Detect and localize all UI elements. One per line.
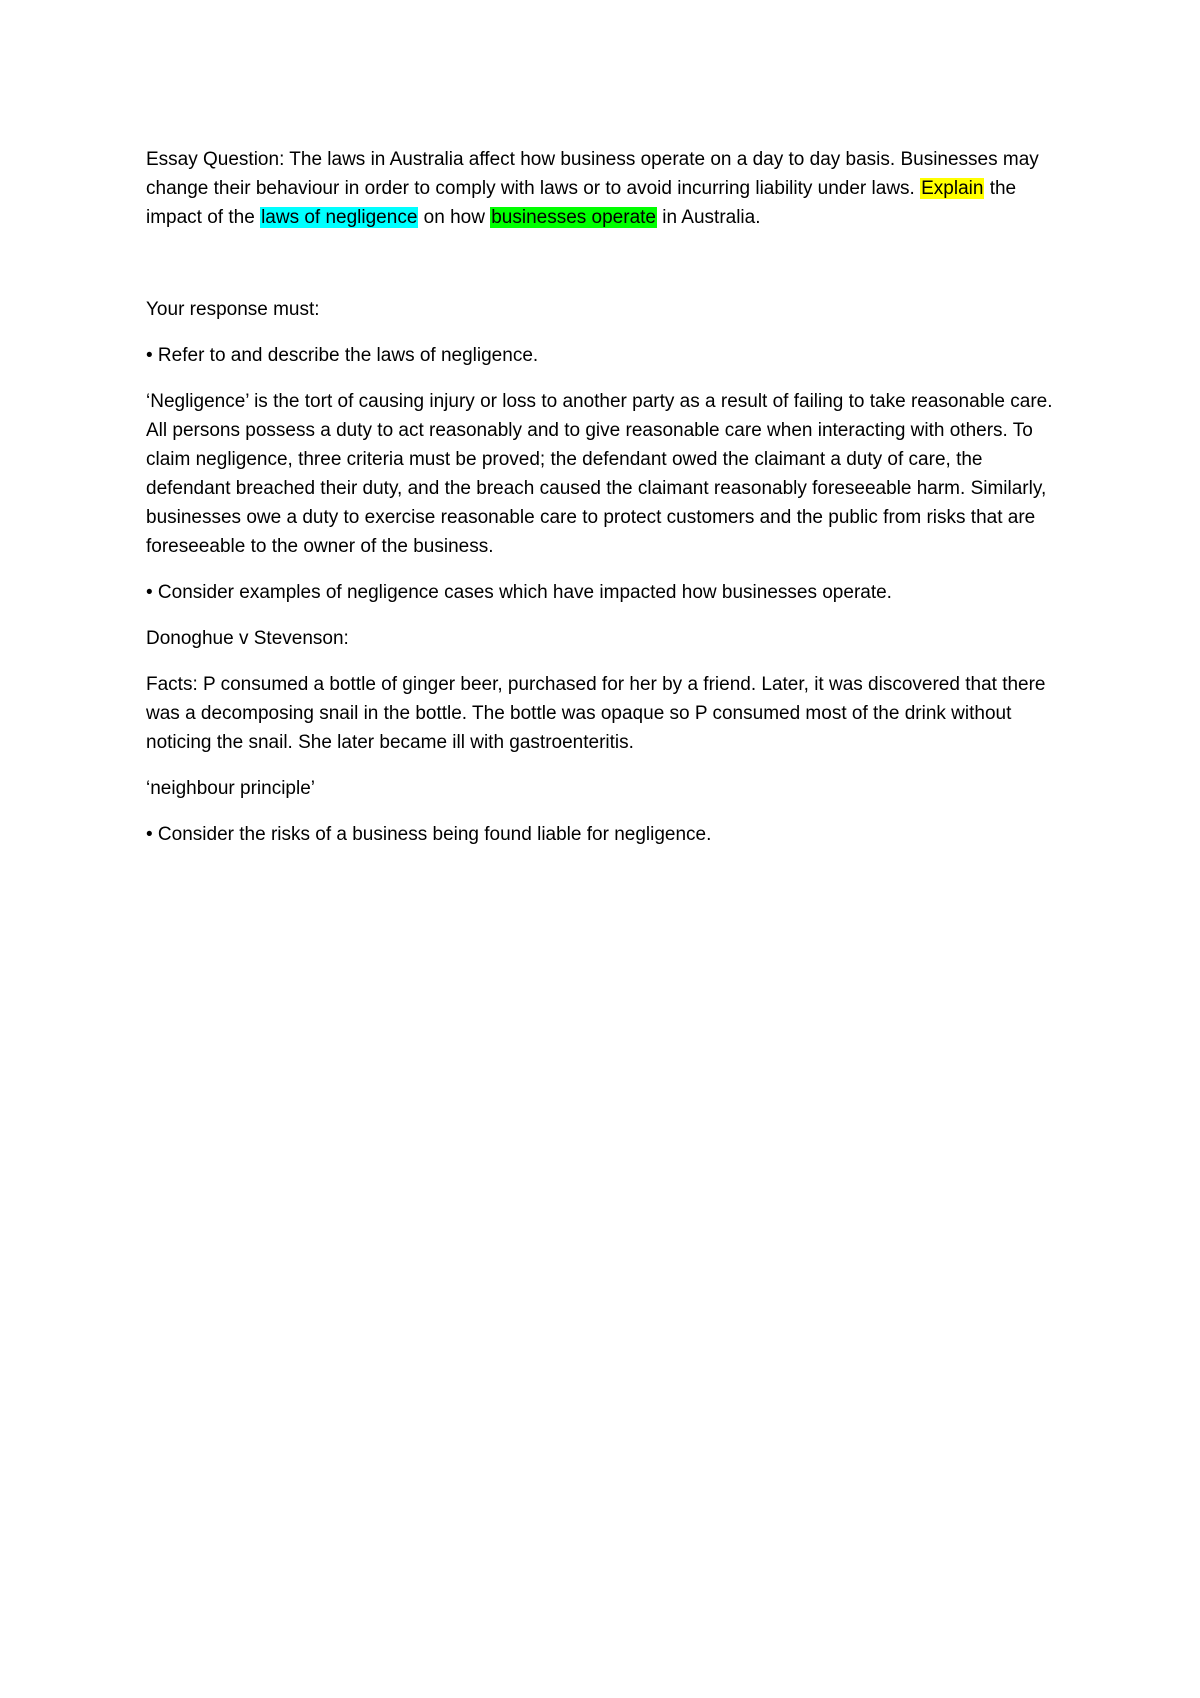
neighbour-principle: ‘neighbour principle’ [146,778,315,799]
document-body [146,145,1066,866]
essay-question-end: in Australia. [657,207,761,228]
highlight-businesses-operate: businesses operate [491,207,656,228]
negligence-paragraph: ‘Negligence’ is the tort of causing injury or loss to another party as a result of failing to take reasonable care. All persons possess a duty to act reasonably and to give reasonable care when interacting with others. To claim negligence, three criteria must be proved; the defendant owed the claimant a duty of care, the defendant breached their duty, and the breach caused the claimant reasonably foreseeable harm. Similarly, businesses owe a duty to exercise reasonable care to protect customers and the public from risks that are foreseeable to the owner of the business. [146,391,1053,557]
essay-question [146,145,1066,232]
case-facts: Facts: P consumed a bottle of ginger beer, purchased for her by a friend. Later, it was discovered that there was a decomposing snail in the bottle. The bottle was opaque so P consumed most of the drink without noticing the snail. She later became ill with gastroenteritis. [146,674,1046,753]
bullet-examples-cases: • Consider examples of negligence cases which have impacted how businesses operate. [146,582,892,603]
essay-question-middle-2: on how [418,207,491,228]
bullet-risks-liability: • Consider the risks of a business being found liable for negligence. [146,824,712,845]
essay-question-intro: Essay Question: The laws in Australia affect how business operate on a day to day basis. Businesses may change their behaviour in order to comply with laws or to avoid incurring liability under laws. [146,149,1039,199]
bullet-describe-laws: • Refer to and describe the laws of negligence. [146,345,539,366]
case-title: Donoghue v Stevenson: [146,628,349,649]
response-intro: Your response must: [146,299,320,320]
essay-question-middle-1: the impact of the [146,178,1017,228]
highlight-laws-of-negligence: laws of negligence [261,207,418,228]
highlight-explain: Explain [921,178,984,199]
